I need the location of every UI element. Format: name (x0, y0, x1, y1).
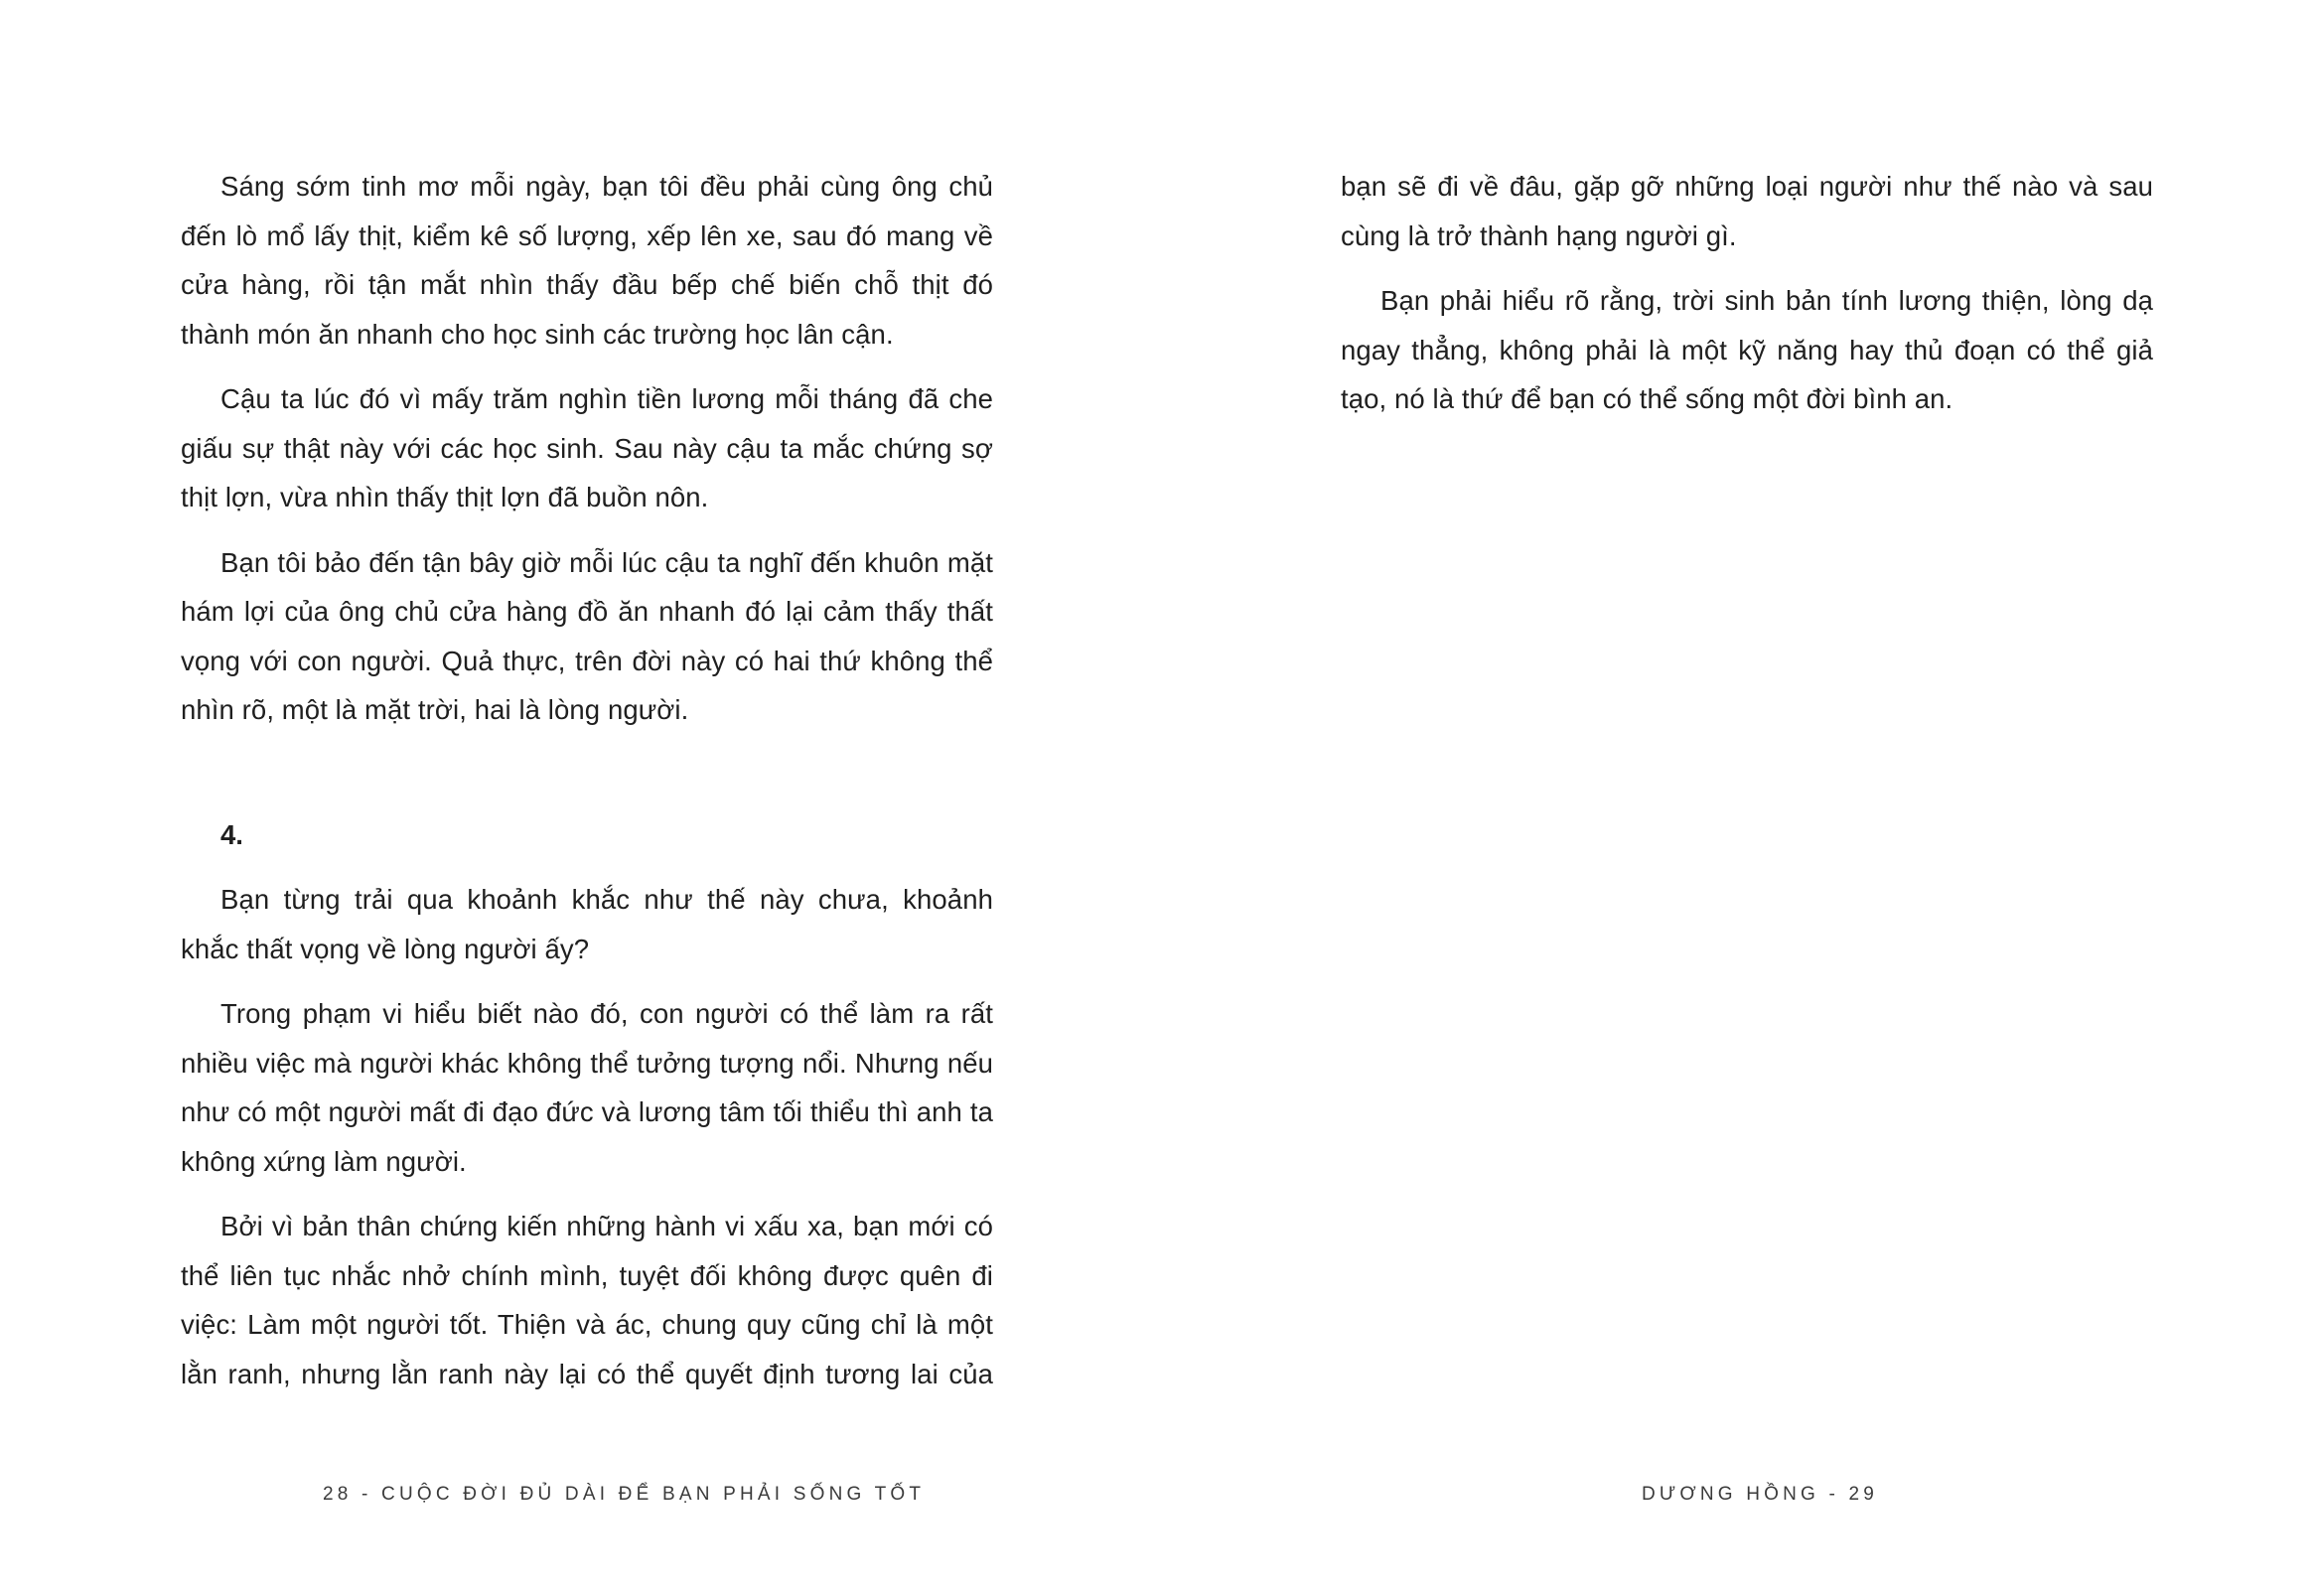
paragraph: Cậu ta lúc đó vì mấy trăm nghìn tiền lương mỗi tháng đã che giấu sự thật này với các học sinh. Sau này cậu ta mắc chứng sợ thịt lợn, vừa nhìn thấy thịt lợn đã buồn nôn. (181, 383, 993, 512)
right-page-footer: DƯƠNG HỒNG - 29 (1642, 1484, 1879, 1505)
paragraph: Bạn phải hiểu rõ rằng, trời sinh bản tính lương thiện, lòng dạ ngay thẳng, không phải là một kỹ năng hay thủ đoạn có thể giả tạo, nó là thứ để bạn có thể sống một đời bình an. (1341, 285, 2153, 414)
left-page (0, 0, 1157, 1596)
paragraph: Bạn từng trải qua khoảnh khắc như thế này chưa, khoảnh khắc thất vọng về lòng người ấy? (181, 884, 993, 964)
left-page-footer: 28 - CUỘC ĐỜI ĐỦ DÀI ĐỂ BẠN PHẢI SỐNG TỐT (323, 1484, 926, 1505)
right-page (1158, 0, 2315, 1596)
left-page-text (181, 162, 993, 1414)
paragraph: Bởi vì bản thân chứng kiến những hành vi xấu xa, bạn mới có thể liên tục nhắc nhở chính mình, tuyệt đối không được quên đi việc: Làm một người tốt. Thiện và ác, chung quy cũng chỉ là một lằn ranh, nhưng lằn ranh này lại có thể quyết định tương lai của (181, 1211, 993, 1389)
continuation-paragraph: bạn sẽ đi về đâu, gặp gỡ những loại người như thế nào và sau cùng là trở thành hạng người gì. (1341, 171, 2153, 251)
right-page-text (1341, 162, 2153, 440)
paragraph: Sáng sớm tinh mơ mỗi ngày, bạn tôi đều phải cùng ông chủ đến lò mổ lấy thịt, kiểm kê số lượng, xếp lên xe, sau đó mang về cửa hàng, rồi tận mắt nhìn thấy đầu bếp chế biến chỗ thịt đó thành món ăn nhanh cho học sinh các trường học lân cận. (181, 171, 993, 350)
paragraph: Trong phạm vi hiểu biết nào đó, con người có thể làm ra rất nhiều việc mà người khác không thể tưởng tượng nổi. Nhưng nếu như có một người mất đi đạo đức và lương tâm tối thiểu thì anh ta không xứng làm người. (181, 998, 993, 1177)
paragraph: Bạn tôi bảo đến tận bây giờ mỗi lúc cậu ta nghĩ đến khuôn mặt hám lợi của ông chủ cửa hàng đồ ăn nhanh đó lại cảm thấy thất vọng với con người. Quả thực, trên đời này có hai thứ không thể nhìn rõ, một là mặt trời, hai là lòng người. (181, 546, 993, 725)
section-number: 4. (220, 818, 243, 850)
